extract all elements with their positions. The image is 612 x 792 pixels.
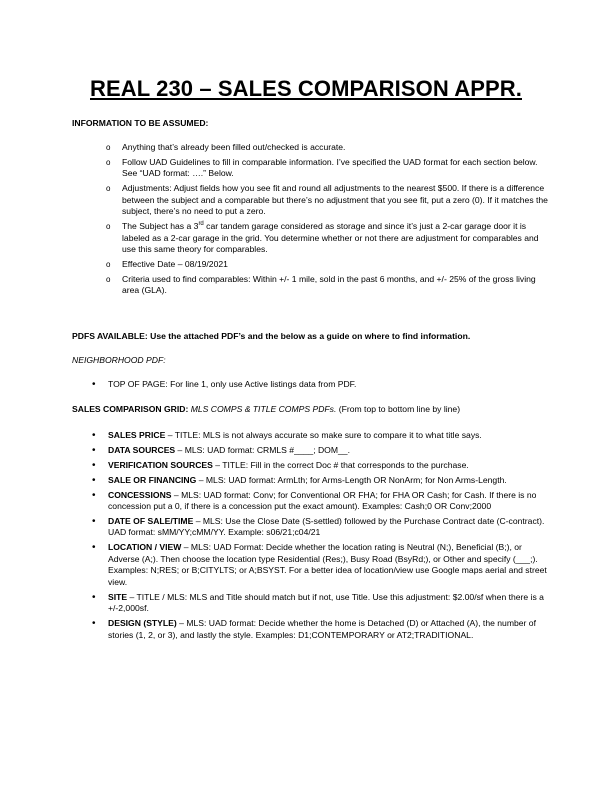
list-item: o Effective Date – 08/19/2021 (106, 259, 228, 270)
pdfs-heading: PDFS AVAILABLE: Use the attached PDF’s and the below as a guide on where to find information. (72, 331, 471, 341)
list-item: • DESIGN (STYLE) – MLS: UAD format: Decide whether the home is Detached (D) or Attached (A), the number of stories (1, 2, or 3), and lastly the style. Examples: D1;CONTEMPORARY or AT2;TRADITIONAL. (92, 618, 536, 640)
bullet-icon: • (92, 515, 96, 527)
list-item: • DATA SOURCES – MLS: UAD format: CRMLS #____; DOM__. (92, 444, 350, 456)
list-item: o Anything that’s already been filled out/checked is accurate. (106, 142, 346, 152)
circle-bullet-icon: o (106, 274, 111, 284)
list-item: o Adjustments: Adjust fields how you see fit and round all adjustments to the nearest $500. If there is a difference between the subject and a comparable but there’s no adjustment that you see fit, put a zero (0). If it matches the subject, there’s no need to put a zero. (106, 183, 548, 217)
bullet-icon: • (92, 444, 96, 456)
list-item: • TOP OF PAGE: For line 1, only use Active listings data from PDF. (92, 379, 357, 390)
bullet-icon: • (92, 459, 96, 471)
grid-heading: SALES COMPARISON GRID: MLS COMPS & TITLE COMPS PDFs. (From top to bottom line by line) (72, 404, 461, 414)
bullet-icon: • (92, 618, 96, 630)
neighborhood-list (92, 379, 548, 394)
list-item: • CONCESSIONS – MLS: UAD format: Conv; for Conventional OR FHA; for FHA OR Cash; for Cash. If there is no concession put a 0, if there is a concession put the exact amount). Examples: Cash;0 OR Conv;2000 (92, 489, 537, 512)
circle-bullet-icon: o (106, 143, 111, 152)
list-item: • DATE OF SALE/TIME – MLS: Use the Close Date (S-settled) followed by the Purchase Contract date (C-contract). UAD format: sMM/YY;cMM/YY. Example: s06/21;c04/21 (92, 515, 545, 538)
bullet-icon: • (92, 474, 96, 486)
list-item: o Follow UAD Guidelines to fill in comparable information. I’ve specified the UAD format for each section below. See “UAD format: ….” Below. (106, 156, 538, 179)
circle-bullet-icon: o (106, 157, 111, 167)
circle-bullet-icon: o (106, 184, 111, 194)
list-item: • LOCATION / VIEW – MLS: UAD Format: Decide whether the location rating is Neutral (N;), Beneficial (B;), or Adverse (A;). Then choose the location type Residential (Res;), Busy Road (BsyRd;), or Other and specify (___;). Examples: N;RES; or B;CITYLTS; or A;BSYST. For a better idea of location/view use Google maps aerial and street view. (92, 542, 547, 587)
circle-bullet-icon: o (106, 222, 111, 232)
bullet-icon: • (92, 430, 96, 441)
info-heading: INFORMATION TO BE ASSUMED: (72, 118, 209, 128)
list-item: o Criteria used to find comparables: Within +/- 1 mile, sold in the past 6 months, and +/- 25% of the gross living area (GLA). (106, 273, 536, 296)
list-item: • VERIFICATION SOURCES – TITLE: Fill in the correct Doc # that corresponds to the purchase. (92, 459, 469, 471)
page-title: REAL 230 – SALES COMPARISON APPR. (90, 76, 522, 101)
circle-bullet-icon: o (106, 260, 111, 270)
bullet-icon: • (92, 542, 96, 554)
list-item: o The Subject has a 3rd car tandem garage considered as storage and since it’s just a 2-car garage door it is labeled as a 2-car garage in the grid. You determine whether or not there are adjustment for comparables and use this same theory for comparables. (106, 221, 539, 255)
list-item: • SITE – TITLE / MLS: MLS and Title should match but if not, use Title. Use this adjustment: $2.00/sf when there is a +/-2,000sf. (92, 591, 544, 614)
bullet-icon: • (92, 379, 96, 390)
list-item: • SALE OR FINANCING – MLS: UAD format: ArmLth; for Arms-Length OR NonArm; for Non Arms-Length. (92, 474, 507, 486)
bullet-icon: • (92, 591, 96, 603)
grid-list (92, 430, 548, 645)
list-item: • SALES PRICE – TITLE: MLS is not always accurate so make sure to compare it to what title says. (92, 430, 482, 441)
info-list (108, 142, 548, 300)
bullet-icon: • (92, 489, 96, 501)
neighborhood-heading: NEIGHBORHOOD PDF: (72, 355, 166, 365)
